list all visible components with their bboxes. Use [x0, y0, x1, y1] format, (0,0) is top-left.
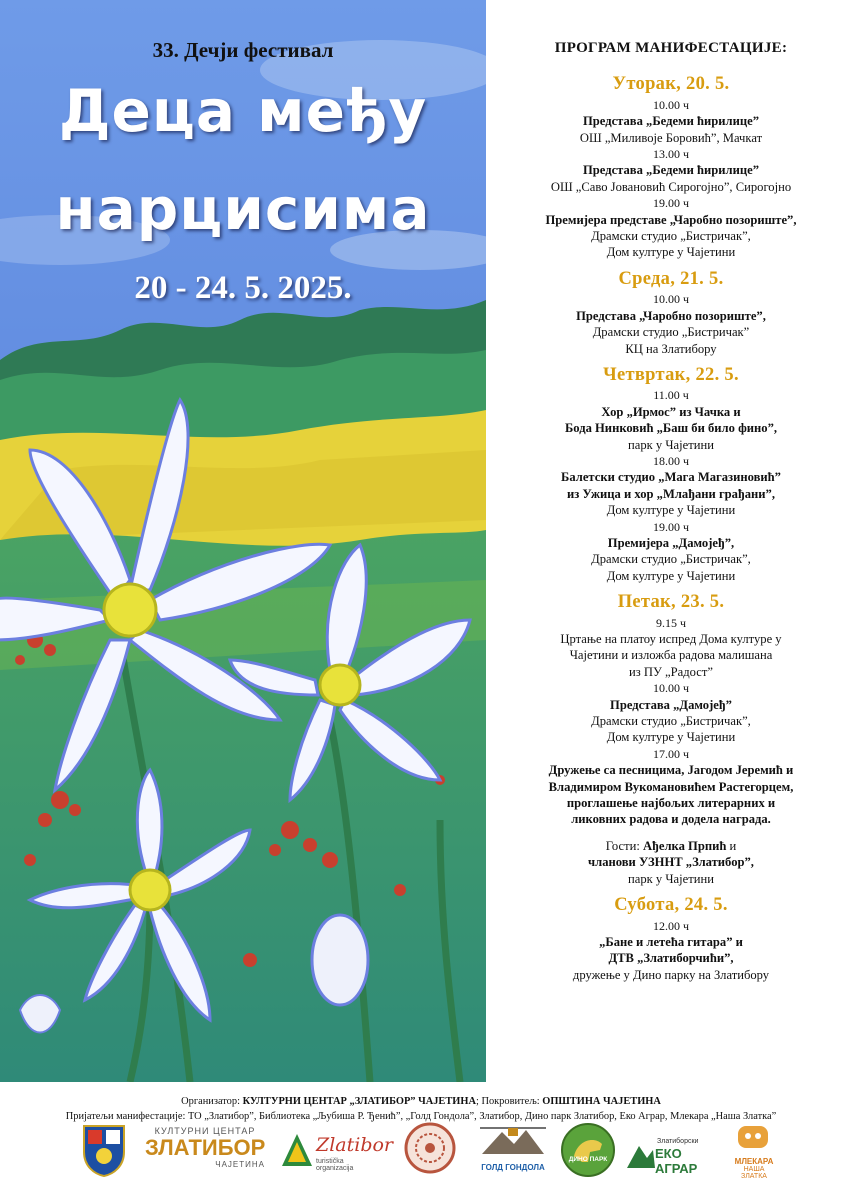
event-line: из Ужица и хор „Млађани грађани”,: [567, 486, 775, 501]
day-heading: Среда, 21. 5.: [618, 268, 724, 289]
event-line: Драмски студио „Бистричак”,: [591, 229, 751, 244]
gondola-icon: [478, 1122, 548, 1158]
event-line: КЦ на Златибору: [625, 341, 717, 356]
event-line: Дом културе у Чајетини: [606, 245, 736, 260]
event-line: Драмски студио „Бистричак”,: [591, 714, 751, 729]
event-line: Дом културе у Чајетини: [606, 730, 736, 745]
event-line: Представа „Бедеми ћирилице”: [582, 114, 760, 129]
dinosaur-icon: [560, 1122, 616, 1178]
event-line: Драмски студио „Бистричак”: [592, 325, 750, 340]
event-line: из ПУ „Радост”: [629, 664, 713, 679]
footer: [0, 1094, 842, 1124]
kc-zlatibor-logo: [145, 1122, 265, 1178]
event-line: Драмски студио „Бистричак”,: [591, 552, 751, 567]
cow-icon: [730, 1122, 778, 1152]
friends-line: Пријатељи манифестације: ТО „Златибор”, Библиотека „Љубиша Р. Ђенић”, „Голд Гондола”, Златибор, Дино парк Златибор, Еко Аграр, Млекара „Наша Златка”: [65, 1111, 777, 1122]
event-line: Премијера представе „Чаробно позориште”,: [545, 212, 797, 227]
event-line: чланови УЗННТ „Златибор”,: [588, 855, 754, 870]
sponsor-label: ; Покровитељ:: [475, 1096, 543, 1107]
event-line: парк у Чајетини: [628, 871, 714, 886]
mlekara-logo: [730, 1122, 778, 1178]
municipality-coat-of-arms-logo: [80, 1122, 128, 1178]
sponsor-name: ОПШТИНА ЧАЈЕТИНА: [542, 1096, 661, 1107]
event-time: 12.00 ч: [652, 918, 690, 933]
zlatibor-logo-text: Zlatibor: [316, 1134, 394, 1156]
gold-gondola-logo: [478, 1122, 548, 1178]
leaf-mountain-icon: [625, 1134, 655, 1174]
mlekara-sub: НАША ЗЛАТКА: [741, 1166, 767, 1180]
organizer-name: КУЛТУРНИ ЦЕНТАР „ЗЛАТИБОР” ЧАЈЕТИНА: [242, 1096, 476, 1107]
kc-logo-main: ЗЛАТИБОР: [145, 1135, 266, 1160]
zlatibor-tourist-logo: [280, 1122, 394, 1178]
event-line: дружење у Дино парку на Златибору: [572, 967, 770, 982]
event-time: 13.00 ч: [652, 147, 690, 162]
library-logo: [400, 1122, 460, 1178]
eko-agrar-logo: [625, 1122, 720, 1178]
event-line: Гости: Ађелка Прпић и: [605, 838, 737, 853]
day-heading: Четвртак, 22. 5.: [603, 364, 739, 385]
event-line: Представа „Бедеми ћирилице”: [582, 163, 760, 178]
festival-title-line-1: Деца међу: [58, 77, 428, 145]
event-time: 10.00 ч: [652, 292, 690, 307]
event-time: 19.00 ч: [652, 519, 690, 534]
program-column: [500, 40, 842, 993]
event-line: ликовних радова и додела награда.: [571, 812, 771, 827]
program-day: [500, 897, 842, 983]
spacer: [500, 828, 842, 838]
event-time: 10.00 ч: [652, 97, 690, 112]
program-heading: ПРОГРАМ МАНИФЕСТАЦИЈЕ:: [554, 40, 788, 56]
event-time: 19.00 ч: [652, 196, 690, 211]
event-line: проглашење најбољих литерарних и: [566, 796, 776, 811]
organizers-line: [0, 1094, 842, 1109]
event-line: ДТВ „Златиборчићи”,: [608, 951, 734, 966]
kc-logo-sub: ЧАЈЕТИНА: [215, 1160, 265, 1169]
program-day: [500, 594, 842, 887]
event-time: 18.00 ч: [652, 453, 690, 468]
event-time: 10.00 ч: [652, 681, 690, 696]
event-line: парк у Чајетини: [628, 437, 714, 452]
festival-dates: 20 - 24. 5. 2025.: [134, 270, 352, 306]
program-day: [500, 76, 842, 260]
zlatibor-logo-sub: turistička organizacija: [316, 1158, 354, 1172]
festival-title-line-2: нарцисима: [55, 175, 431, 243]
event-line: Представа „Дамојеђ”: [610, 697, 732, 712]
event-line: ОШ „Саво Јовановић Сирогојно”, Сирогојно: [550, 179, 792, 194]
event-line: „Бане и летећа гитара” и: [599, 934, 743, 949]
day-heading: Уторак, 20. 5.: [612, 74, 730, 95]
event-line: Дружење са песницима, Јагодом Јеремић и: [548, 763, 794, 778]
event-line: Владимиром Вукомановићем Растегорцем,: [548, 779, 794, 794]
event-line: Бода Нинковић „Баш би било фино”,: [564, 421, 778, 436]
organizer-label: Организатор:: [181, 1096, 243, 1107]
event-line: Представа „Чаробно позориште”,: [576, 308, 766, 323]
event-time: 9.15 ч: [655, 615, 687, 630]
program-days: [500, 76, 842, 983]
day-heading: Субота, 24. 5.: [614, 895, 728, 916]
program-day: [500, 268, 842, 357]
sponsor-logos: [70, 1122, 790, 1180]
event-line: Чајетини и изложба радова малишана: [569, 648, 773, 663]
mlekara-text: МЛЕКАРА: [734, 1157, 774, 1166]
day-heading: Петак, 23. 5.: [617, 592, 725, 613]
event-time: 11.00 ч: [653, 388, 689, 403]
program-day: [500, 364, 842, 584]
eko-agrar-text: ЕКО АГРАР: [655, 1146, 698, 1176]
event-line: Хор „Ирмос” из Чачка и: [601, 404, 741, 419]
event-line: Балетски студио „Мага Магазиновић”: [561, 470, 781, 485]
pine-tree-icon: [280, 1132, 314, 1172]
gold-gondola-text: ГОЛД ГОНДОЛА: [481, 1163, 545, 1172]
event-line: Дом културе у Чајетини: [606, 568, 736, 583]
event-line: ОШ „Миливоје Боровић”, Мачкат: [579, 130, 763, 145]
event-line: Премијера „Дамојеђ”,: [607, 535, 735, 550]
event-line: Дом културе у Чајетини: [606, 503, 736, 518]
festival-edition: 33. Дечји фестивал: [152, 38, 334, 62]
event-line: Цртање на платоу испред Дома културе у: [560, 632, 782, 646]
dino-park-text: ДИНО ПАРК: [568, 1156, 608, 1163]
eko-agrar-small: Златиборски: [657, 1138, 699, 1145]
event-time: 17.00 ч: [652, 746, 690, 761]
dino-park-logo: [560, 1122, 616, 1178]
kc-logo-top: КУЛТУРНИ ЦЕНТАР: [154, 1126, 256, 1136]
